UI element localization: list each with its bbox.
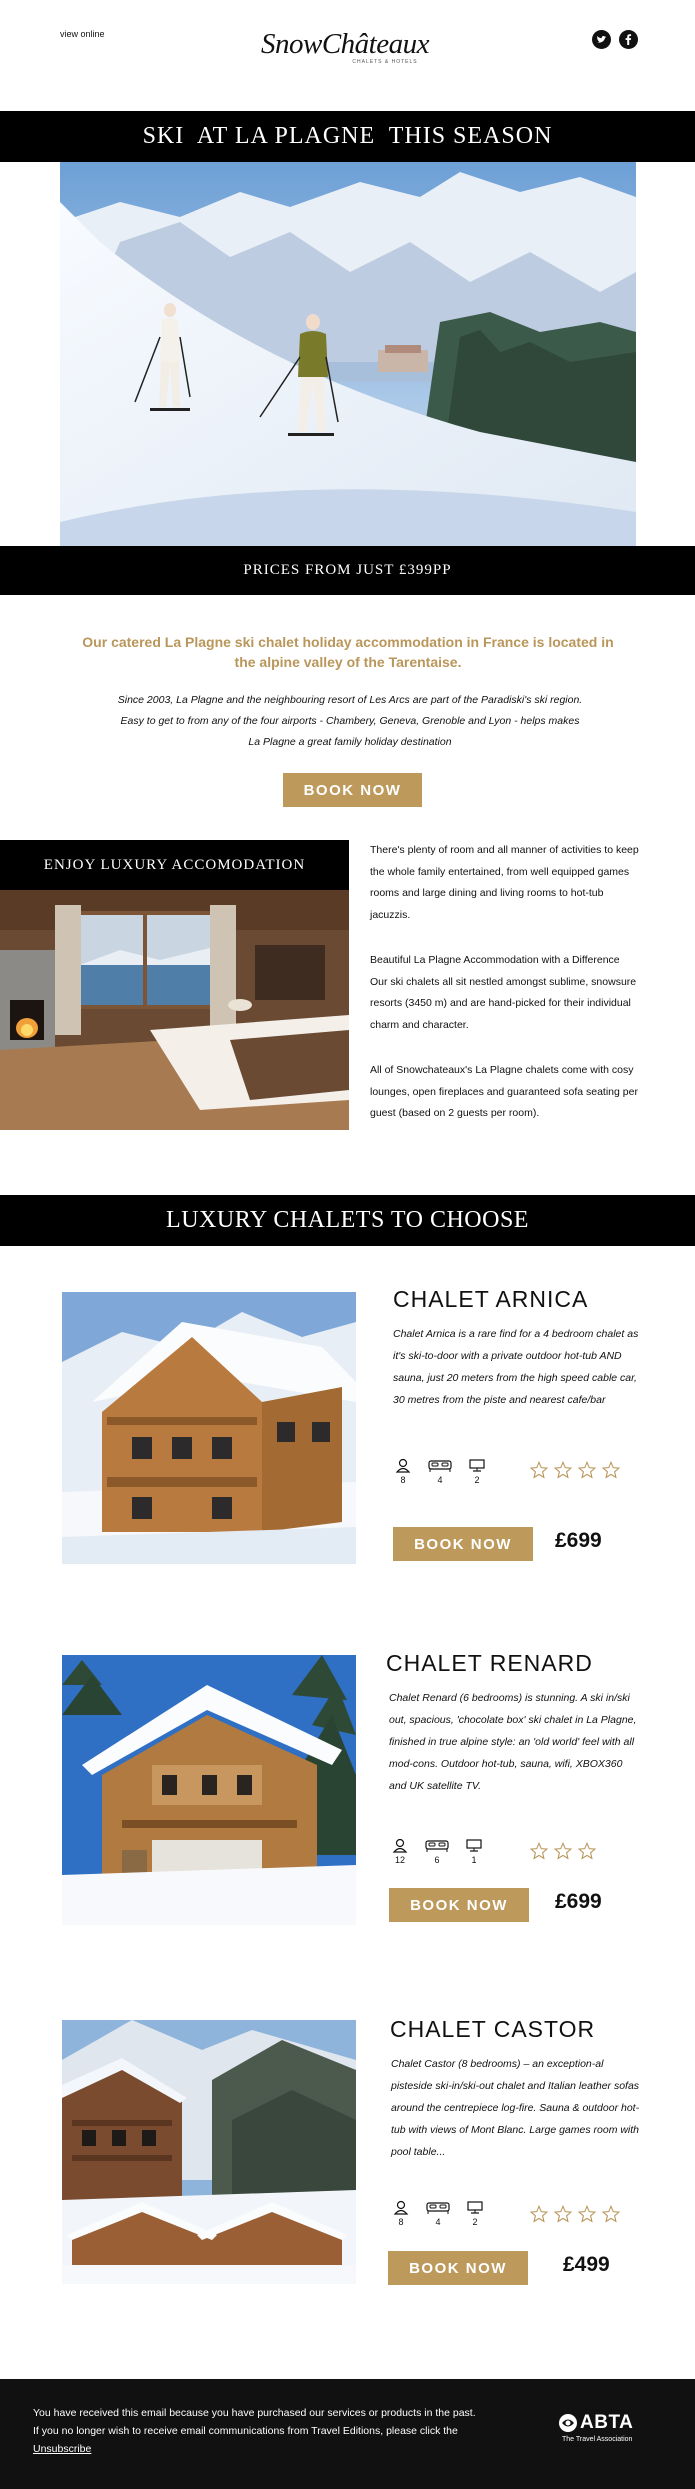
chalets-title-bar bbox=[0, 1195, 695, 1246]
chalet-arnica-description: Chalet Arnica is a rare find for a 4 bedroom chalet as it's ski-to-door with a private outdoor hot-tub AND sauna, just 20 meters from the high speed cable car, 30 metres from the piste and nearest cafe/bar bbox=[393, 1328, 639, 1406]
star-icon bbox=[530, 2205, 548, 2223]
logo[interactable] bbox=[255, 28, 435, 65]
luxury-paragraph-2: Beautiful La Plagne Accommodation with a Difference Our ski chalets all sit nestled amongst sublime, snowsure resorts (3450 m) and are hand-picked for their individual charm and character. bbox=[370, 954, 637, 1031]
bedrooms-count: 4 bbox=[435, 2217, 441, 2227]
star-icon bbox=[578, 1842, 596, 1860]
chalet-castor-book-label: BOOK NOW bbox=[409, 2259, 507, 2277]
footer-text bbox=[33, 2404, 483, 2458]
chalet-castor-price: £499 bbox=[563, 2253, 610, 2276]
abta-logo bbox=[558, 2412, 633, 2443]
hero-title: SKI AT LA PLAGNE THIS SEASON bbox=[142, 123, 553, 149]
chalet-arnica-image bbox=[62, 1292, 356, 1564]
star-icon bbox=[578, 1461, 596, 1479]
footer bbox=[0, 2379, 695, 2489]
chalet-arnica-features bbox=[388, 1458, 492, 1485]
prices-bar bbox=[0, 546, 695, 595]
chalet-renard-book-button[interactable] bbox=[389, 1888, 529, 1922]
person-icon bbox=[392, 1838, 408, 1853]
chalet-arnica-name: CHALET ARNICA bbox=[393, 1286, 589, 1312]
star-icon bbox=[530, 1842, 548, 1860]
chalet-arnica-rating bbox=[530, 1461, 620, 1479]
monitor-icon bbox=[468, 1458, 486, 1473]
guests-feature bbox=[386, 2200, 416, 2227]
chalet-castor-rating bbox=[530, 2205, 620, 2223]
chalets-title: LUXURY CHALETS TO CHOOSE bbox=[166, 1207, 529, 1233]
guests-count: 8 bbox=[398, 2217, 404, 2227]
chalet-arnica-book-label: BOOK NOW bbox=[414, 1535, 512, 1553]
abta-globe-icon bbox=[558, 2413, 578, 2433]
unsubscribe-link[interactable]: Unsubscribe bbox=[33, 2443, 92, 2455]
bedrooms-count: 6 bbox=[434, 1855, 440, 1865]
star-icon bbox=[554, 1461, 572, 1479]
bed-icon bbox=[427, 1458, 453, 1473]
hero-title-bar bbox=[0, 111, 695, 162]
star-icon bbox=[578, 2205, 596, 2223]
star-icon bbox=[602, 2205, 620, 2223]
bathrooms-feature bbox=[460, 2200, 490, 2227]
guests-count: 8 bbox=[400, 1475, 406, 1485]
prices-text: PRICES FROM JUST £399PP bbox=[243, 562, 452, 578]
chalet-renard-features bbox=[385, 1838, 489, 1865]
intro-headline: Our catered La Plagne ski chalet holiday accommodation in France is located in the alpine valley of the Tarentaise. bbox=[82, 634, 614, 670]
star-icon bbox=[554, 1842, 572, 1860]
monitor-icon bbox=[466, 2200, 484, 2215]
luxury-title-bar bbox=[0, 840, 349, 890]
guests-count: 12 bbox=[394, 1855, 405, 1865]
abta-text: ABTA bbox=[580, 2412, 634, 2433]
bedrooms-feature bbox=[423, 2200, 453, 2227]
bathrooms-count: 2 bbox=[472, 2217, 478, 2227]
intro-book-now-button[interactable] bbox=[283, 773, 422, 807]
star-icon bbox=[602, 1461, 620, 1479]
chalet-renard-image bbox=[62, 1655, 356, 1925]
chalet-renard-rating bbox=[530, 1842, 596, 1860]
intro-body: Since 2003, La Plagne and the neighbouring resort of Les Arcs are part of the Paradiski's ski region. Easy to get to from any of the four airports - Chambery, Geneva, Grenoble and Lyon - helps makes La Plagne a great family holiday destination bbox=[117, 694, 583, 748]
chalet-arnica-price: £699 bbox=[555, 1529, 602, 1552]
chalet-castor-features bbox=[386, 2200, 490, 2227]
chalet-renard-name: CHALET RENARD bbox=[386, 1650, 593, 1676]
luxury-paragraph-3: All of Snowchateaux's La Plagne chalets come with cosy lounges, open fireplaces and guaranteed sofa seating per guest (based on 2 guests per room). bbox=[370, 1064, 638, 1119]
bathrooms-count: 1 bbox=[471, 1855, 477, 1865]
chalet-renard-description: Chalet Renard (6 bedrooms) is stunning. A ski in/ski out, spacious, 'chocolate box' ski chalet in La Plagne, finished in true alpine style: an 'old world' feel with all mod-cons. Outdoor hot-tub, sauna, wifi, XBOX360 and UK satellite TV. bbox=[389, 1692, 637, 1792]
logo-subtext: CHALETS & HOTELS bbox=[352, 59, 418, 65]
guests-feature bbox=[385, 1838, 415, 1865]
view-online-link[interactable]: view online bbox=[60, 29, 105, 39]
logo-text: SnowChâteaux bbox=[261, 28, 429, 60]
bedrooms-feature bbox=[425, 1458, 455, 1485]
star-icon bbox=[554, 2205, 572, 2223]
chalet-renard-book-label: BOOK NOW bbox=[410, 1896, 508, 1914]
chalet-castor-book-button[interactable] bbox=[388, 2251, 528, 2285]
chalet-renard-price: £699 bbox=[555, 1890, 602, 1913]
person-icon bbox=[393, 2200, 409, 2215]
chalet-castor-image bbox=[62, 2020, 356, 2284]
twitter-icon[interactable] bbox=[592, 30, 611, 49]
bedrooms-count: 4 bbox=[437, 1475, 443, 1485]
bed-icon bbox=[425, 2200, 451, 2215]
bathrooms-feature bbox=[462, 1458, 492, 1485]
bed-icon bbox=[424, 1838, 450, 1853]
intro-book-now-label: BOOK NOW bbox=[303, 781, 402, 799]
person-icon bbox=[395, 1458, 411, 1473]
footer-notice: You have received this email because you have purchased our services or products in the past. If you no longer wish to receive email communications from Travel Editions, please click the bbox=[33, 2407, 476, 2437]
guests-feature bbox=[388, 1458, 418, 1485]
star-icon bbox=[530, 1461, 548, 1479]
bathrooms-feature bbox=[459, 1838, 489, 1865]
luxury-paragraph-1: There's plenty of room and all manner of activities to keep the whole family entertained, from well equipped games rooms and large dining and living rooms to hot-tub jacuzzis. bbox=[370, 844, 639, 921]
luxury-title: ENJOY LUXURY ACCOMODATION bbox=[43, 856, 306, 873]
monitor-icon bbox=[465, 1838, 483, 1853]
luxury-interior-image bbox=[0, 890, 349, 1130]
abta-subtext: The Travel Association bbox=[562, 2436, 633, 2443]
bedrooms-feature bbox=[422, 1838, 452, 1865]
chalet-castor-description: Chalet Castor (8 bedrooms) – an exception-al pisteside ski-in/ski-out chalet and Italian leather sofas around the centrepiece log-fire. Sauna & outdoor hot-tub with views of Mont Blanc. Large games room with pool table... bbox=[391, 2058, 640, 2158]
chalet-arnica-book-button[interactable] bbox=[393, 1527, 533, 1561]
chalet-castor-name: CHALET CASTOR bbox=[390, 2016, 596, 2042]
hero-ski-image bbox=[60, 162, 636, 546]
facebook-icon[interactable] bbox=[619, 30, 638, 49]
bathrooms-count: 2 bbox=[474, 1475, 480, 1485]
